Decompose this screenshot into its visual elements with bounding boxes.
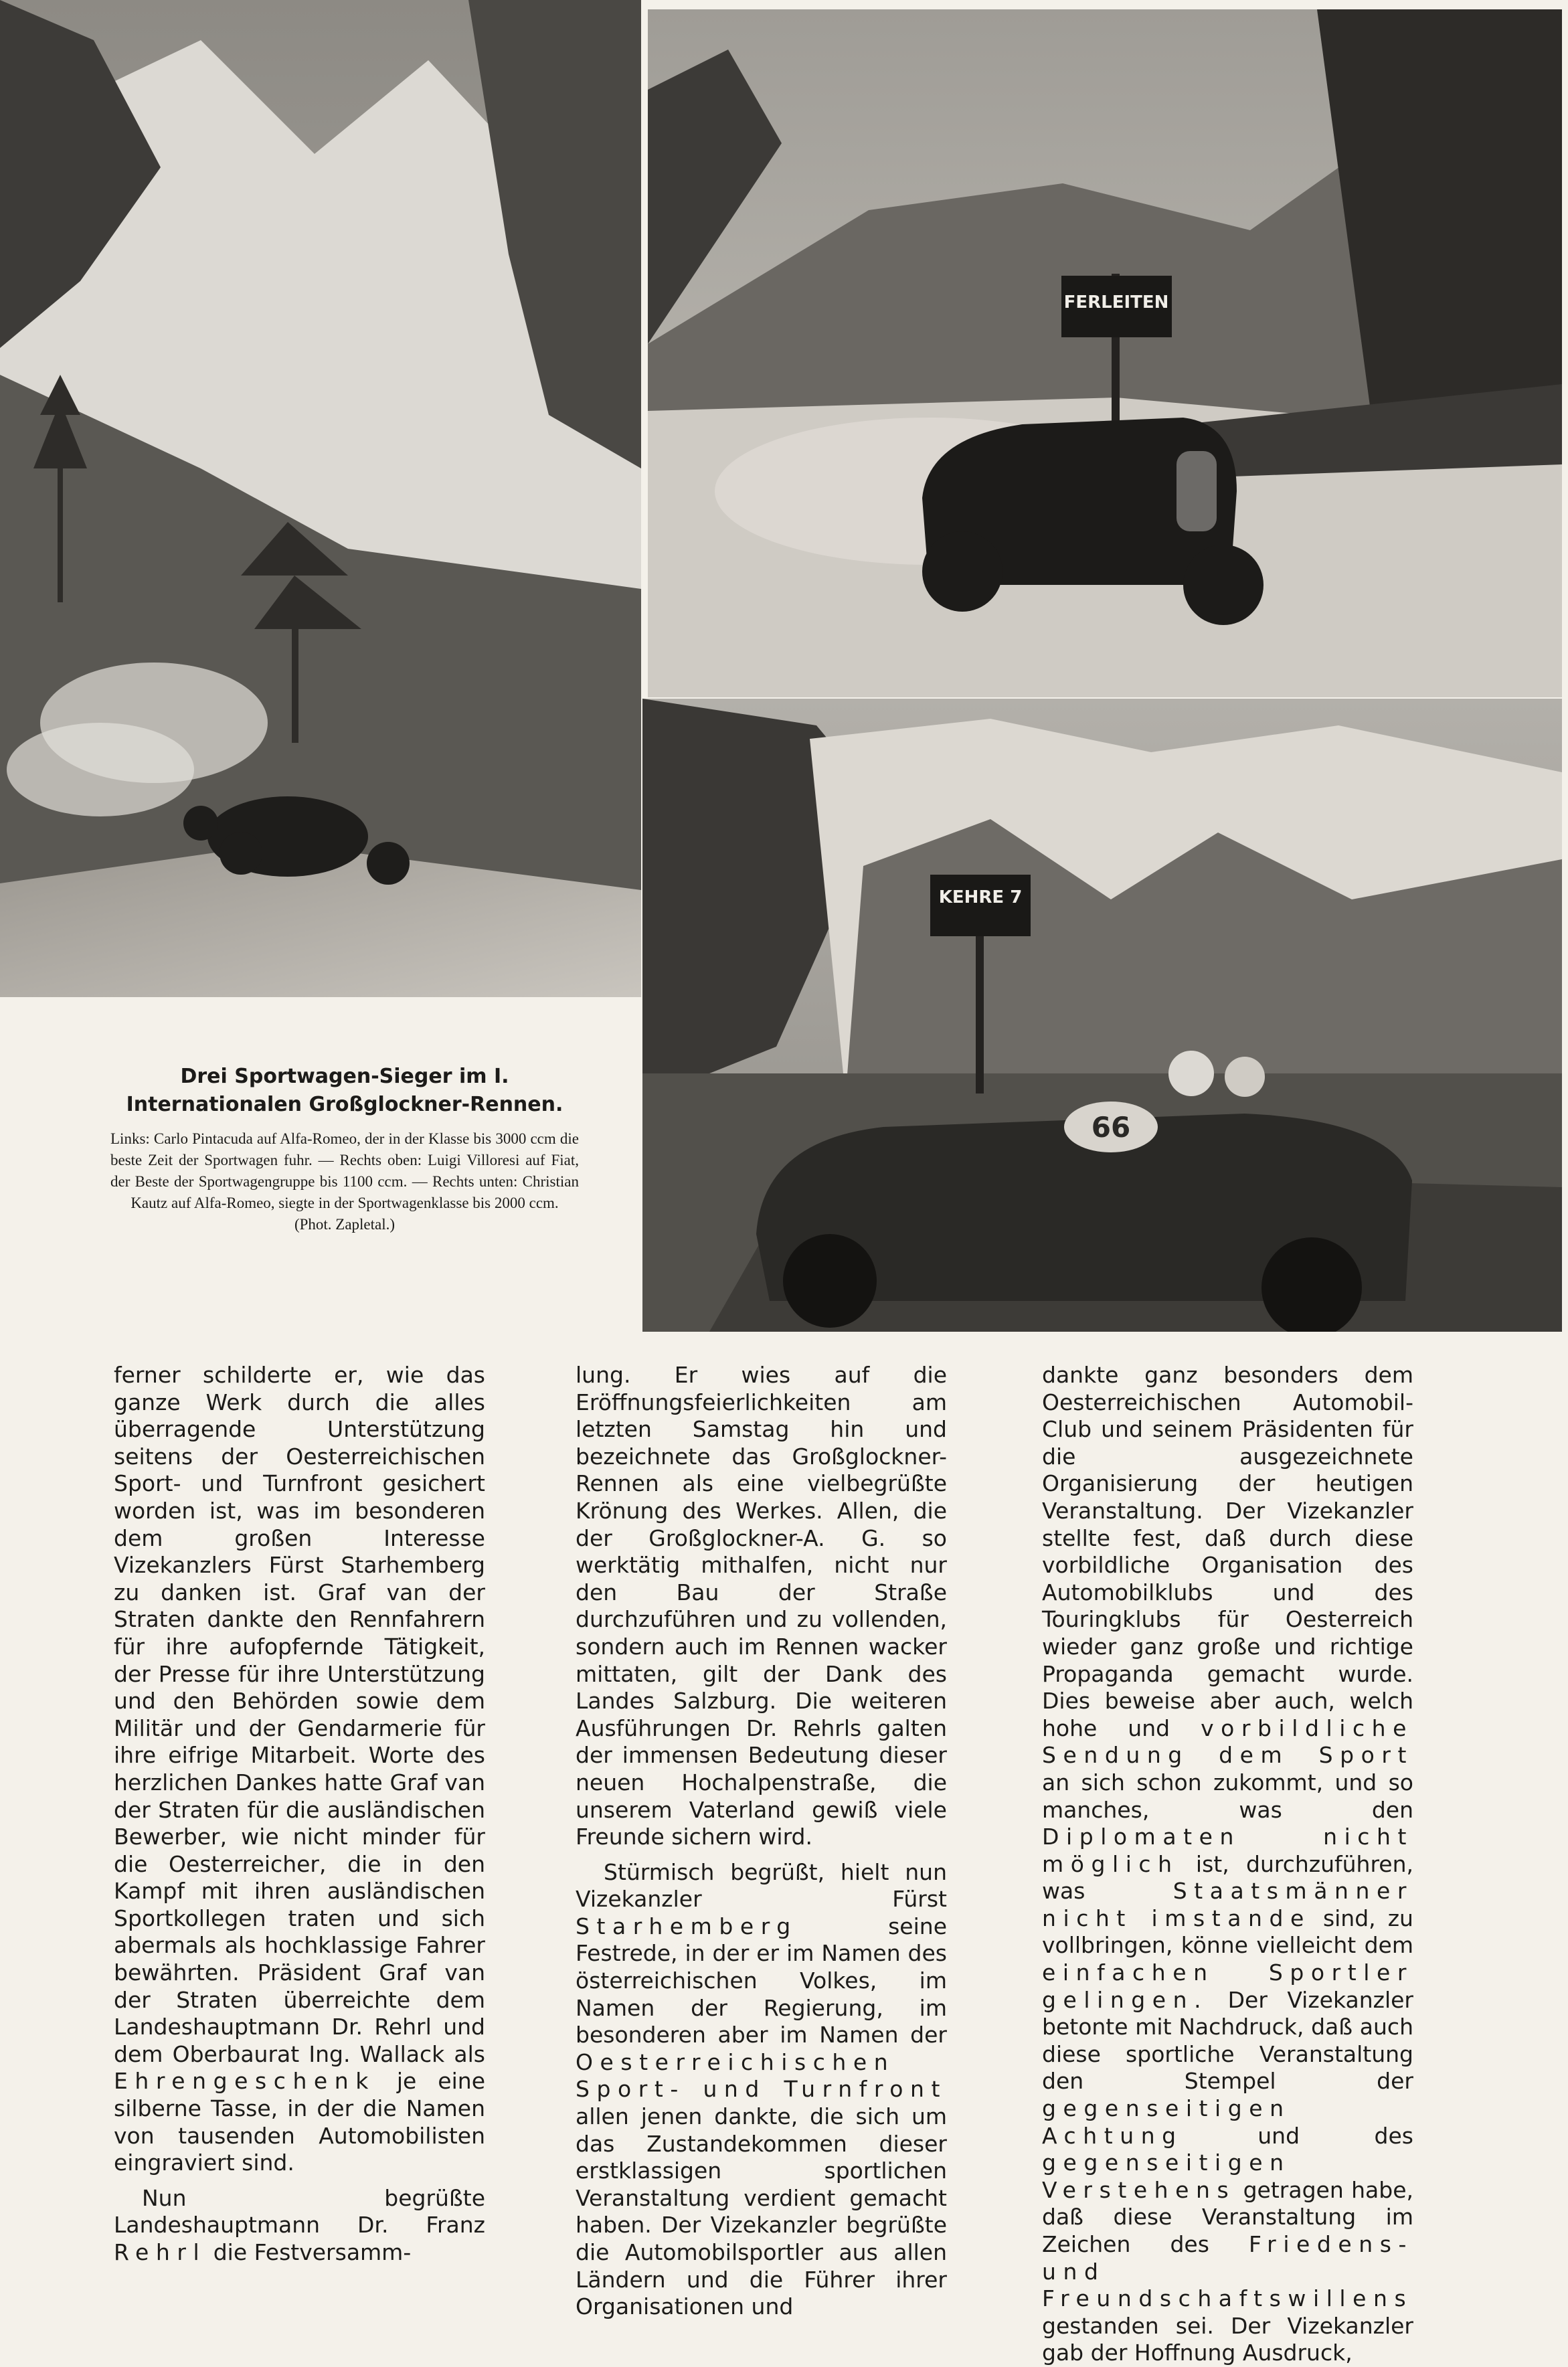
col1-text-d: die Festversamm- [213,2239,412,2265]
car-number-66: 66 [1091,1111,1131,1144]
photo-caption [110,1063,579,1235]
col3-text-c: ist, durchzuführen, was [1042,1850,1413,1905]
col1-text-a: ferner schilderte er, wie das ganze Werk durch die alles überragende Unterstützung seitens der Oesterreichischen Sport- und Turnfront gesichert worden ist, was im besonderen dem großen Interesse Vizekanzlers Fürst Starhemberg zu danken ist. Graf van der Straten dankte den Rennfahrern für ihre aufopfernde Tätigkeit, der Presse für ihre Unterstützung und den Behörden sowie dem Militär und der Gendarmerie für ihre eifrige Mitarbeit. Worte des herzlichen Dankes hatte Graf van der Straten für die ausländischen Bewerber, wie nicht minder für die Oesterreicher, die in den Kampf mit ihren ausländischen Sportkollegen traten und sich abermals als hochklassige Fahrer bewährten. Präsident Graf van der Straten überreichte dem Landeshauptmann Dr. Rehrl und dem Oberbaurat Ing. Wallack als [114,1362,485,2067]
col2-text-b: seine Festrede, in der er im Namen des österreichischen Volkes, im Namen der Regierung, im besonderen aber im Namen der [576,1913,947,2048]
photo-right-bottom-image [642,699,1562,1332]
col1-paragraph-1 [114,1362,485,2177]
col3-spaced-7: Friedens- und Freundschaftswillens [1042,2231,1413,2312]
col2-text-c: allen jenen dankte, die sich um das Zustandekommen dieser erstklassigen sportlichen Veranstaltung verdient gemacht haben. Der Vizekanzler begrüßte die Automobilsportler aus allen Ländern und die Führer ihrer Organisationen und [576,2103,947,2320]
col3-text-b: an sich schon zukommt, und so manches, was den [1042,1769,1413,1823]
col3-text-a: dankte ganz besonders dem Oesterreichischen Automobil-Club und seinem Präsidenten für die ausgezeichnete Organisierung der heutigen Veranstaltung. Der Vizekanzler stellte fest, daß durch diese vorbildliche Organisation des Automobilklubs und des Touringklubs für Oesterreich wieder ganz große und richtige Propaganda gemacht wurde. Dies beweise aber auch, welch hohe und [1042,1362,1413,1741]
photo-left-image [0,0,641,997]
col1-text-b: je eine silberne Tasse, in der die Namen von tausenden Automobilisten eingraviert sind. [114,2068,485,2176]
sign-kehre-7: KEHRE 7 [938,887,1023,907]
col3-spaced-5: gegenseitigen Achtung [1042,2095,1291,2149]
col3-text-e: Der Vizekanzler betonte mit Nachdruck, daß auch diese sportliche Veranstaltung den Stempel der [1042,1986,1413,2095]
photo-left-alfa-romeo-race [0,0,641,997]
photo-right-top-image [648,9,1562,697]
caption-body: Links: Carlo Pintacuda auf Alfa-Romeo, der in der Klasse bis 3000 ccm die beste Zeit der Sportwagen fuhr. — Rechts oben: Luigi Villoresi auf Fiat, der Beste der Sportwagengruppe bis 1100 ccm. — Rechts unten: Christian Kautz auf Alfa-Romeo, siegte in der Sportwagenklasse bis 2000 ccm. [110,1130,579,1211]
col3-spaced-4: einfachen Sportler gelingen. [1042,1959,1413,2013]
col2-spaced-starhemberg: Starhemberg [576,1913,798,1939]
col3-spaced-3: Staatsmänner nicht imstande [1042,1878,1413,1931]
photo-right-top-fiat-race [648,9,1562,697]
col2-paragraph-2 [576,1859,947,2321]
photo-right-bottom-alfa-romeo-race [642,699,1562,1332]
col1-spaced-ehrengeschenk: Ehrengeschenk [114,2068,375,2095]
col1-text-c: Nun begrüßte Landeshauptmann Dr. Franz [114,2184,485,2239]
col3-paragraph-1 [1042,1362,1413,2367]
text-column-1 [114,1362,485,2267]
caption-title: Drei Sportwagen-Sieger im I. Internationalen Großglockner-Rennen. [126,1065,563,1116]
col2-spaced-sport-turnfront: Oesterreichischen Sport- und Turnfront [576,2048,947,2103]
caption-credit: (Phot. Zapletal.) [294,1216,396,1233]
col1-paragraph-2 [114,2185,485,2267]
col3-text-f: und des [1257,2122,1413,2149]
col3-text-g: getragen habe, daß diese Veranstaltung im Zeichen des [1042,2176,1413,2257]
col3-spaced-2: Diplomaten nicht möglich [1042,1824,1413,1877]
col1-spaced-rehrl: Rehrl [114,2239,207,2265]
text-column-3 [1042,1362,1413,2367]
text-column-2 [576,1362,947,2321]
col3-spaced-1: vorbildliche Sendung dem Sport [1042,1715,1413,1769]
col2-paragraph-1: lung. Er wies auf die Eröffnungsfeierlichkeiten am letzten Samstag hin und bezeichnete das Großglockner-Rennen als eine vielbegrüßte Krönung des Werkes. Allen, die der Großglockner-A. G. so werktätig mithalfen, nicht nur den Bau der Straße durchzuführen und zu vollenden, sondern auch im Rennen wacker mittaten, gilt der Dank des Landes Salzburg. Die weiteren Ausführungen Dr. Rehrls galten der immensen Bedeutung dieser neuen Hochalpenstraße, die unserem Vaterland gewiß viele Freunde sichern wird. [576,1362,947,1850]
col3-text-h: gestanden sei. Der Vizekanzler gab der Hoffnung Ausdruck, [1042,2312,1413,2366]
col2-text-a: Stürmisch begrüßt, hielt nun Vizekanzler Fürst [576,1858,947,1913]
col3-text-d: sind, zu vollbringen, könne vielleicht dem [1042,1905,1413,1959]
col3-spaced-6: gegenseitigen Verstehens [1042,2150,1291,2203]
sign-ferleiten: FERLEITEN [1063,292,1169,313]
